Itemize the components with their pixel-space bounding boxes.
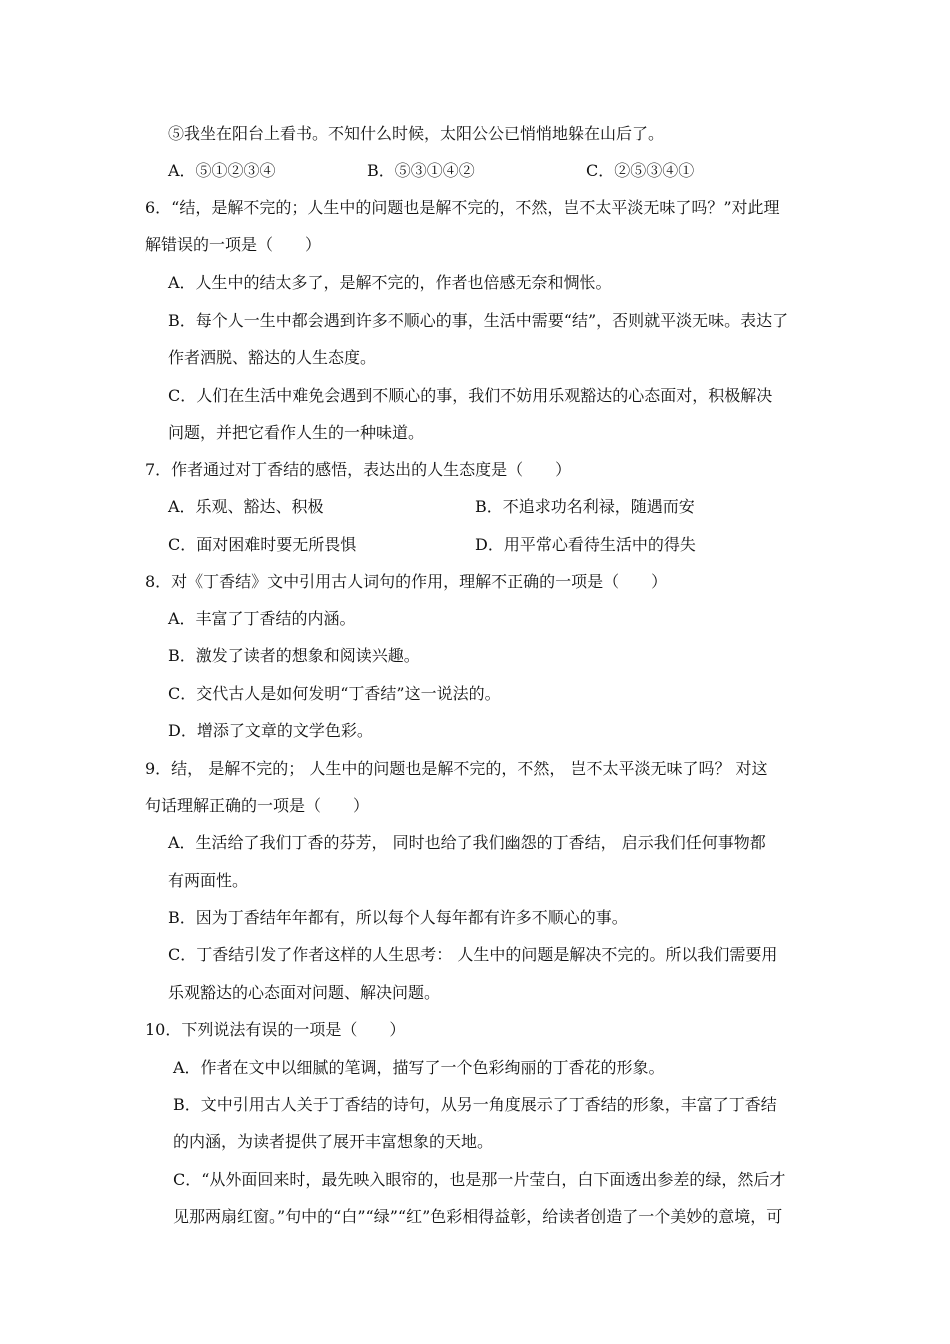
q10-option-b-line1: B．文中引用古人关于丁香结的诗句，从另一角度展示了丁香结的形象，丰富了丁香结 <box>173 1095 777 1114</box>
q6-stem-line2: 解错误的一项是（ ） <box>145 235 322 254</box>
q10-option-c-line1: C．“从外面回来时，最先映入眼帘的，也是那一片莹白，白下面透出参差的绿，然后才 <box>173 1170 786 1189</box>
q5-option-a: A．⑤①②③④ <box>168 161 276 180</box>
q9-option-a-line1: A．生活给了我们丁香的芬芳， 同时也给了我们幽怨的丁香结， 启示我们任何事物都 <box>168 833 766 852</box>
q6-option-b-line2: 作者洒脱、豁达的人生态度。 <box>168 348 377 367</box>
q8-option-d: D．增添了文章的文学色彩。 <box>168 721 373 740</box>
q5-option-b: B．⑤③①④② <box>367 161 475 180</box>
q9-option-a-line2: 有两面性。 <box>168 871 249 890</box>
q8-option-a: A．丰富了丁香结的内涵。 <box>168 609 356 628</box>
q10-option-c-line2: 见那两扇红窗。”句中的“白”“绿”“红”色彩相得益彰，给读者创造了一个美妙的意境，可 <box>173 1207 783 1226</box>
q6-option-c-line2: 问题，并把它看作人生的一种味道。 <box>168 423 425 442</box>
q8-stem: 8．对《丁香结》文中引用古人词句的作用，理解不正确的一项是（ ） <box>145 572 668 591</box>
q7-option-a: A．乐观、豁达、积极 <box>168 497 324 516</box>
q8-option-b: B．激发了读者的想象和阅读兴趣。 <box>168 646 420 665</box>
q7-stem: 7．作者通过对丁香结的感悟，表达出的人生态度是（ ） <box>145 460 572 479</box>
sentence-5: ⑤我坐在阳台上看书。不知什么时候，太阳公公已悄悄地躲在山后了。 <box>168 124 665 143</box>
q7-option-d: D．用平常心看待生活中的得失 <box>475 535 696 554</box>
q6-option-b-line1: B．每个人一生中都会遇到许多不顺心的事，生活中需要“结”，否则就平淡无味。表达了 <box>168 311 789 330</box>
q9-option-c-line2: 乐观豁达的心态面对问题、解决问题。 <box>168 983 441 1002</box>
q6-option-c-line1: C．人们在生活中难免会遇到不顺心的事，我们不妨用乐观豁达的心态面对，积极解决 <box>168 386 773 405</box>
q6-option-a: A．人生中的结太多了，是解不完的，作者也倍感无奈和惆怅。 <box>168 273 612 292</box>
q5-option-c: C．②⑤③④① <box>586 161 695 180</box>
q10-option-a: A．作者在文中以细腻的笔调，描写了一个色彩绚丽的丁香花的形象。 <box>173 1058 665 1077</box>
q7-option-b: B．不追求功名利禄，随遇而安 <box>475 497 695 516</box>
q9-stem-line1: 9．结， 是解不完的； 人生中的问题也是解不完的，不然， 岂不太平淡无味了吗？ 对这 <box>145 759 768 778</box>
q10-option-b-line2: 的内涵，为读者提供了展开丰富想象的天地。 <box>173 1132 494 1151</box>
q6-stem-line1: 6．“结，是解不完的；人生中的问题也是解不完的，不然，岂不太平淡无味了吗？”对此理 <box>145 198 780 217</box>
q10-stem: 10．下列说法有误的一项是（ ） <box>145 1020 406 1039</box>
q9-stem-line2: 句话理解正确的一项是（ ） <box>145 796 370 815</box>
q9-option-c-line1: C．丁香结引发了作者这样的人生思考： 人生中的问题是解决不完的。所以我们需要用 <box>168 945 778 964</box>
q8-option-c: C．交代古人是如何发明“丁香结”这一说法的。 <box>168 684 501 703</box>
q7-option-c: C．面对困难时要无所畏惧 <box>168 535 357 554</box>
q9-option-b: B．因为丁香结年年都有，所以每个人每年都有许多不顺心的事。 <box>168 908 628 927</box>
